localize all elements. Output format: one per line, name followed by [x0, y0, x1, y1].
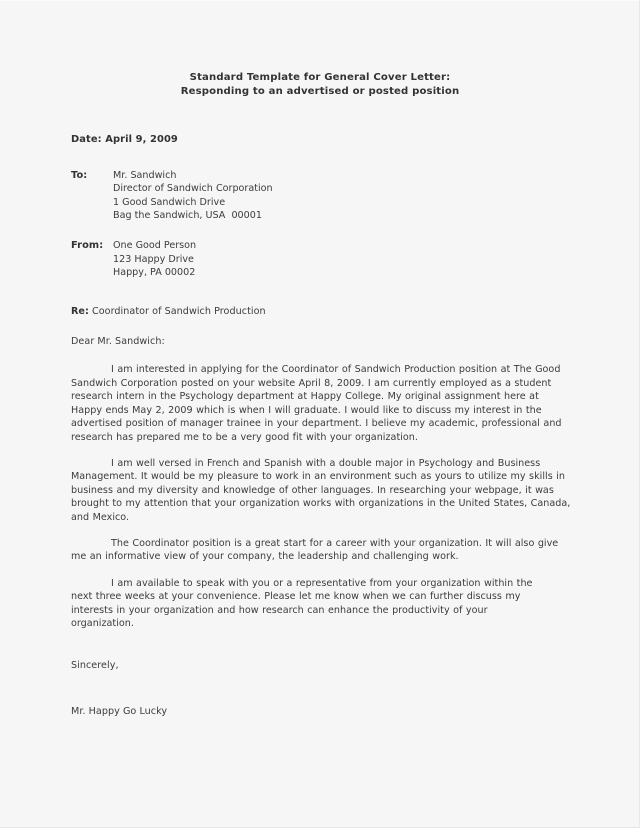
sender-line: One Good Person [113, 240, 197, 252]
subject-label: Re: [71, 305, 89, 317]
recipient-block [71, 169, 571, 223]
document-title-line-2: Responding to an advertised or posted position [180, 86, 460, 98]
recipient-label: To: [71, 169, 88, 181]
salutation: Dear Mr. Sandwich: [71, 336, 165, 348]
recipient-line: Bag the Sandwich, USA 00001 [113, 210, 262, 222]
subject-text: Coordinator of Sandwich Production [92, 305, 266, 317]
closing-line: Sincerely, [71, 660, 119, 672]
sender-line: Happy, PA 00002 [113, 267, 196, 279]
recipient-line: 1 Good Sandwich Drive [113, 196, 226, 208]
signature-line: Mr. Happy Go Lucky [71, 705, 168, 717]
sender-block [71, 239, 571, 279]
letter-body [71, 71, 571, 718]
body-paragraph-3: The Coordinator position is a great start for a career with your organization. It will also give me an informative view of your company, the leadership and challenging work. [71, 537, 559, 563]
sender-address [113, 239, 571, 279]
body-paragraph-4: I am available to speak with you or a representative from your organization within the next three weeks at your convenience. Please let me know when we can further discuss my interests in your organization and how research can enhance the productivity of your organization. [71, 577, 533, 629]
body-paragraph-2: I am well versed in French and Spanish with a double major in Psychology and Business Management. It would be my pleasure to work in an environment such as yours to utilize my skills in business and my diversity and knowledge of other languages. In researching your webpage, it was brought to my attention that your organization works with organizations in the United States, Canada, and Mexico. [71, 457, 571, 523]
recipient-address [113, 169, 571, 223]
recipient-line: Director of Sandwich Corporation [113, 183, 273, 195]
recipient-line: Mr. Sandwich [113, 169, 177, 181]
body-paragraph-1: I am interested in applying for the Coordinator of Sandwich Production position at The Good Sandwich Corporation posted on your website April 8, 2009. I am currently employed as a student research intern in the Psychology department at Happy College. My original assignment here at Happy ends May 2, 2009 which is when I will graduate. I would like to discuss my interest in the advertised position of manager trainee in your department. I believe my academic, professional and research has prepared me to be a very good fit with your organization. [71, 364, 562, 443]
document-title-line-1: Standard Template for General Cover Letter: [189, 72, 451, 83]
sender-line: 123 Happy Drive [113, 253, 194, 265]
document-title [69, 71, 571, 99]
subject-line [71, 305, 571, 318]
sender-label: From: [71, 240, 104, 252]
date-line: Date: April 9, 2009 [71, 134, 178, 146]
